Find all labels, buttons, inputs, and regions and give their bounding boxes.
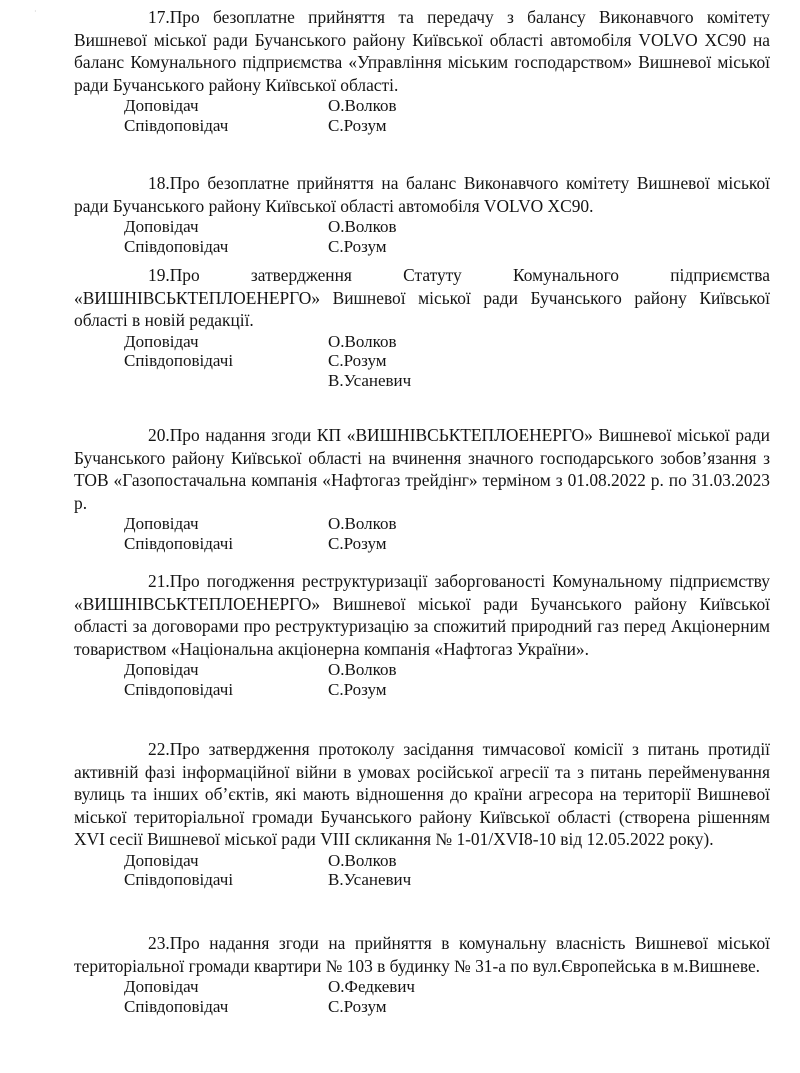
cospeaker-row <box>74 237 770 257</box>
cospeaker-row <box>74 116 770 136</box>
speaker-name: О.Федкевич <box>328 977 415 996</box>
speaker-name: О.Волков <box>328 514 397 533</box>
speakers-block <box>74 217 770 256</box>
cospeaker-name: С.Розум <box>328 351 387 370</box>
agenda-item-text: 21.Про погодження реструктуризації заборгованості Комунальному підприємству «ВИШНІВСЬКТЕПЛОЕНЕРГО» Вишневої міської ради Бучанського району Київської області за договорами про реструктуризацію за спожитий природний газ перед Акціонерним товариством «Національна акціонерна компанія «Нафтогаз України». <box>74 571 770 659</box>
cospeaker-label: Співдоповідачі <box>124 679 234 699</box>
cospeaker-name: В.Усаневич <box>328 870 412 889</box>
cospeaker-label: Співдоповідач <box>124 236 229 256</box>
speaker-name: О.Волков <box>328 331 397 351</box>
cospeaker-name: С.Розум <box>328 533 387 553</box>
cospeaker-label: Співдоповідач <box>124 115 229 135</box>
agenda-item <box>74 738 770 890</box>
cospeaker-label: Співдоповідачі <box>124 351 234 370</box>
speakers-block <box>74 96 770 135</box>
cospeaker-name: В.Усаневич <box>328 370 412 390</box>
cospeaker-row <box>74 997 770 1017</box>
scan-speck: · <box>34 7 37 16</box>
agenda-item-text: 23.Про надання згоди на прийняття в комунальну власність Вишневої міської територіальної громади квартири № 103 в будинку № 31-а по вул.Європейська в м.Вишневе. <box>74 933 770 976</box>
cospeaker-label: Співдоповідач <box>124 996 229 1016</box>
speaker-name: О.Волков <box>328 660 397 679</box>
agenda-item-text: 17.Про безоплатне прийняття та передачу з балансу Виконавчого комітету Вишневої міської ради Бучанського району Київської області автомобіля VOLVO XC90 на баланс Комунального підприємства «Управління міським господарством» Вишневої міської ради Бучанського району Київської області. <box>74 7 770 95</box>
speaker-name: О.Волков <box>328 96 397 115</box>
agenda-item <box>74 6 770 135</box>
speaker-row <box>74 977 770 997</box>
speaker-label: Доповідач <box>124 96 199 115</box>
cospeaker-name: С.Розум <box>328 236 387 256</box>
speaker-row <box>74 514 770 534</box>
speaker-name: О.Волков <box>328 217 397 236</box>
cospeaker-row <box>74 680 770 700</box>
cospeaker-label: Співдоповідачі <box>124 533 234 553</box>
cospeaker-label <box>74 371 328 391</box>
cospeaker-row <box>74 534 770 554</box>
cospeaker-row <box>74 351 770 371</box>
agenda-item <box>74 424 770 553</box>
cospeaker-name: С.Розум <box>328 679 387 699</box>
agenda-item-text: 22.Про затвердження протоколу засідання тимчасової комісії з питань протидії активній фазі інформаційної війни в умовах російської агресії та з питань перейменування вулиць та інших об’єктів, які мають відношення до країни агресора на території Вишневої міської територіальної громади Бучанського району Київської області (створена рішенням XVI сесії Вишневої міської ради VIII скликання № 1-01/XVI8-10 від 12.05.2022 року). <box>74 739 770 849</box>
speaker-label: Доповідач <box>124 977 199 996</box>
cospeaker-name: С.Розум <box>328 996 387 1016</box>
agenda-item-text: 20.Про надання згоди КП «ВИШНІВСЬКТЕПЛОЕНЕРГО» Вишневої міської ради Бучанського району Київської області на вчинення значного господарського зобов’язання з ТОВ «Газопостачальна компанія «Нафтогаз трейдінг» терміном з 01.08.2022 р. по 31.03.2023 р. <box>74 425 770 513</box>
speaker-row <box>74 332 770 352</box>
speaker-label: Доповідач <box>124 850 199 870</box>
speaker-label: Доповідач <box>124 331 199 351</box>
speakers-block <box>74 660 770 699</box>
speakers-block <box>74 332 770 391</box>
speakers-block <box>74 514 770 553</box>
speaker-row <box>74 217 770 237</box>
agenda-item <box>74 264 770 390</box>
cospeaker-row <box>74 870 770 890</box>
cospeaker-name: С.Розум <box>328 115 387 135</box>
cospeaker-row <box>74 371 770 391</box>
speaker-row <box>74 851 770 871</box>
cospeaker-label: Співдоповідачі <box>124 870 234 889</box>
agenda-item <box>74 932 770 1016</box>
speaker-label: Доповідач <box>124 217 199 236</box>
speaker-label: Доповідач <box>124 514 199 533</box>
speaker-row <box>74 96 770 116</box>
agenda-item <box>74 172 770 256</box>
agenda-item <box>74 570 770 699</box>
agenda-item-text: 18.Про безоплатне прийняття на баланс Виконавчого комітету Вишневої міської ради Бучанського району Київської області автомобіля VOLVO XC90. <box>74 173 770 216</box>
agenda-item-text: 19.Про затвердження Статуту Комунального підприємства «ВИШНІВСЬКТЕПЛОЕНЕРГО» Вишневої міської ради Бучанського району Київської області в новій редакції. <box>74 265 770 330</box>
speaker-row <box>74 660 770 680</box>
speaker-label: Доповідач <box>124 660 199 679</box>
speakers-block <box>74 851 770 890</box>
speaker-name: О.Волков <box>328 850 397 870</box>
speakers-block <box>74 977 770 1016</box>
